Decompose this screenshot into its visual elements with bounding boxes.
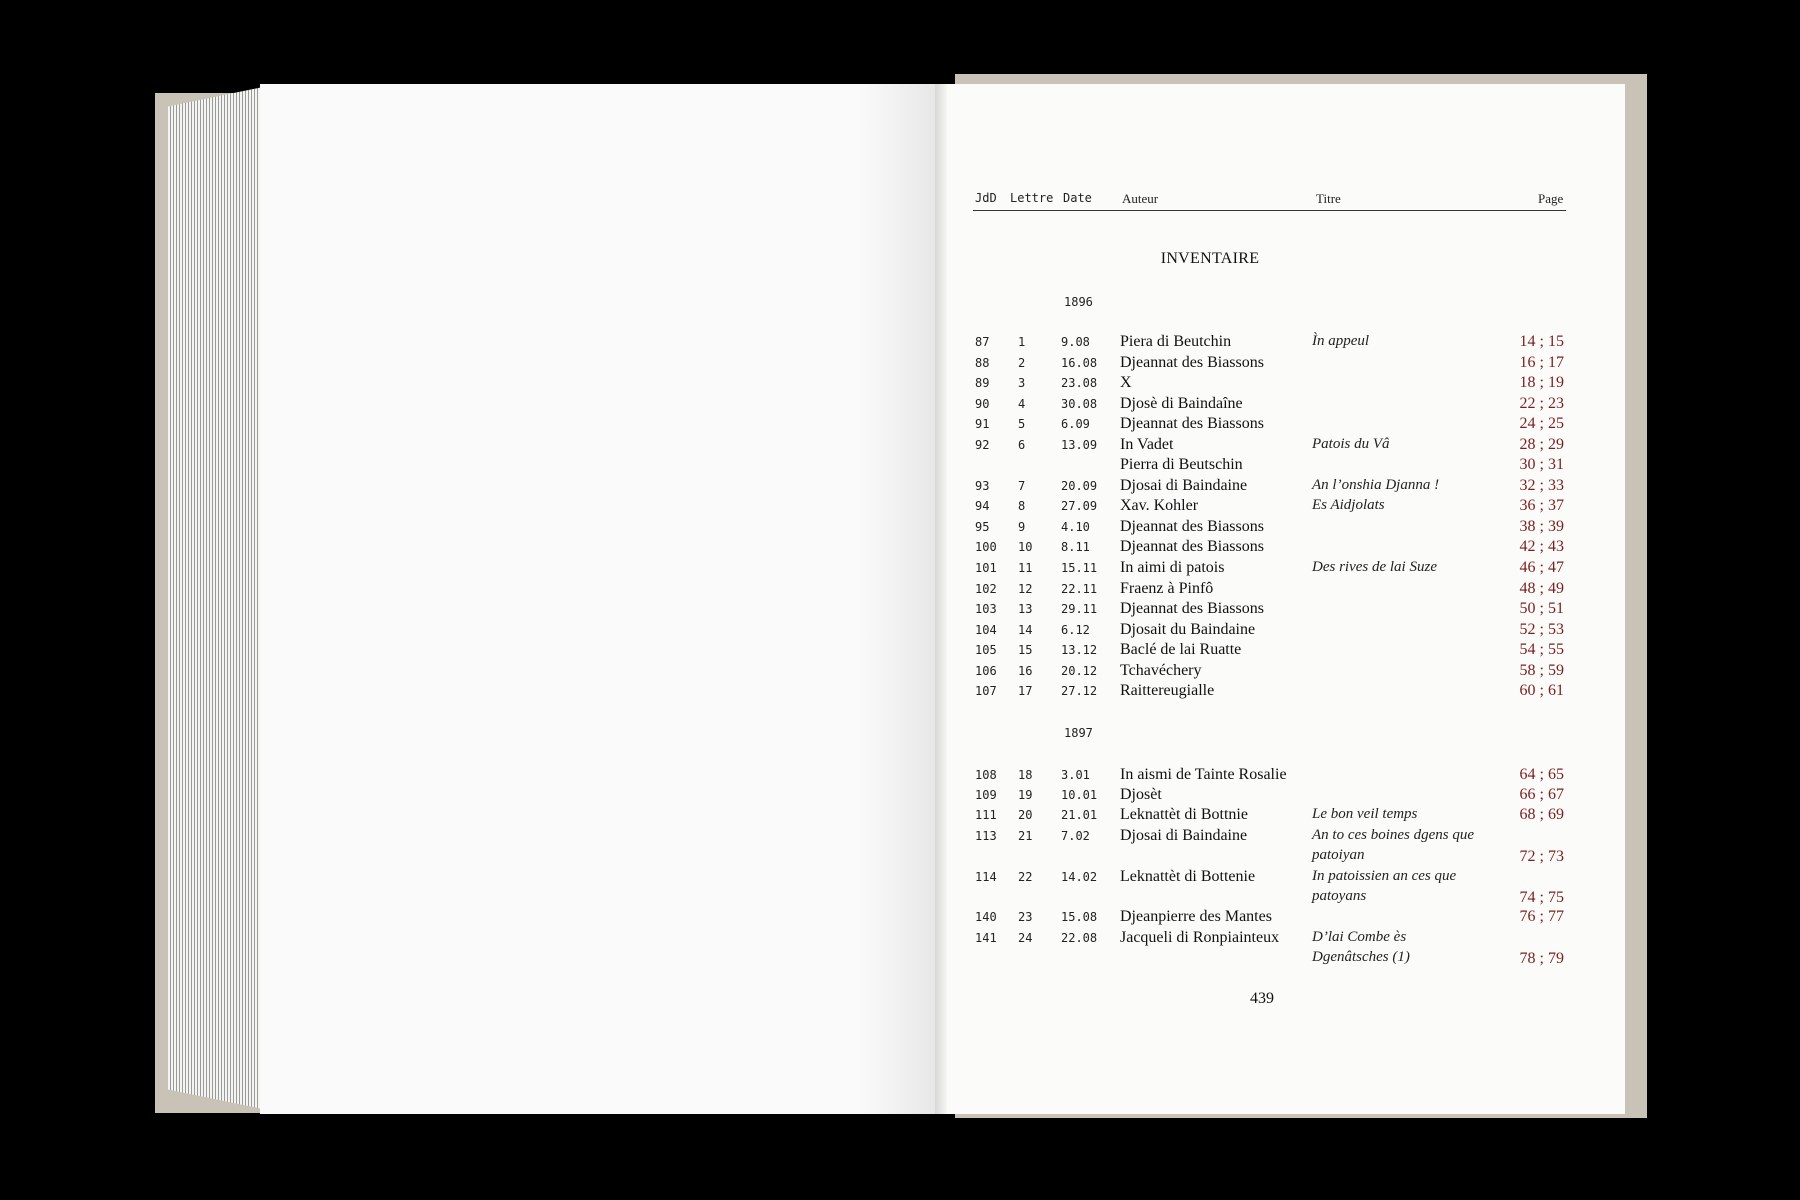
cell-lettre: 11 — [1018, 561, 1033, 575]
cell-titre: Le bon veil temps — [1312, 806, 1418, 822]
cell-jdd: 101 — [975, 561, 997, 575]
table-row — [0, 641, 1800, 661]
year-label: 1896 — [1064, 295, 1093, 309]
cell-page: 30 ; 31 — [1519, 456, 1564, 473]
table-row — [0, 559, 1800, 579]
cell-page: 58 ; 59 — [1519, 662, 1564, 679]
header-titre: Titre — [1316, 191, 1341, 206]
cell-jdd: 105 — [975, 643, 997, 657]
cell-auteur: Leknattèt di Bottnie — [1120, 806, 1248, 823]
cell-auteur: Fraenz à Pinfô — [1120, 580, 1214, 597]
cell-jdd: 107 — [975, 684, 997, 698]
cell-jdd: 89 — [975, 376, 990, 390]
cell-lettre: 19 — [1018, 788, 1033, 802]
cell-date: 21.01 — [1061, 808, 1098, 822]
table-row — [0, 766, 1800, 786]
cell-auteur: Djeanpierre des Mantes — [1120, 908, 1272, 925]
cell-titre: Es Aidjolats — [1312, 497, 1385, 513]
cell-jdd: 106 — [975, 664, 997, 678]
year-label: 1897 — [1064, 726, 1093, 740]
cell-page: 60 ; 61 — [1519, 682, 1564, 699]
cell-page: 48 ; 49 — [1519, 580, 1564, 597]
cell-jdd: 104 — [975, 623, 997, 637]
header-lettre: Lettre — [1010, 191, 1054, 205]
cell-page: 72 ; 73 — [1519, 848, 1564, 865]
cell-page: 52 ; 53 — [1519, 621, 1564, 638]
cell-jdd: 91 — [975, 417, 990, 431]
cell-date: 22.11 — [1061, 582, 1098, 596]
table-row — [0, 662, 1800, 682]
cell-auteur: Leknattèt di Bottenie — [1120, 868, 1256, 885]
cell-page: 16 ; 17 — [1519, 354, 1564, 371]
cell-page: 66 ; 67 — [1519, 786, 1564, 803]
cell-jdd: 113 — [975, 829, 997, 843]
cell-titre-continued: patoiyan — [1312, 847, 1365, 863]
cell-auteur: Tchavéchery — [1120, 662, 1202, 679]
cell-lettre: 8 — [1018, 499, 1026, 513]
cell-lettre: 18 — [1018, 768, 1033, 782]
cell-date: 7.02 — [1061, 829, 1090, 843]
cell-titre: An to ces boines dgens que — [1312, 827, 1475, 843]
header-page: Page — [1538, 191, 1564, 206]
cell-jdd: 114 — [975, 870, 997, 884]
cell-page: 74 ; 75 — [1519, 889, 1564, 906]
cell-titre: Des rives de lai Suze — [1312, 559, 1437, 575]
cell-page: 42 ; 43 — [1519, 538, 1564, 555]
cell-lettre: 23 — [1018, 910, 1033, 924]
cell-jdd: 92 — [975, 438, 990, 452]
table-row — [0, 580, 1800, 600]
table-row — [0, 806, 1800, 826]
cell-auteur: Baclé de lai Ruatte — [1120, 641, 1242, 658]
cell-lettre: 17 — [1018, 684, 1033, 698]
cell-date: 23.08 — [1061, 376, 1098, 390]
cell-lettre: 2 — [1018, 356, 1026, 370]
cell-date: 27.12 — [1061, 684, 1098, 698]
cell-titre: An l’onshia Djanna ! — [1312, 477, 1440, 493]
table-row — [0, 908, 1800, 928]
cell-page: 46 ; 47 — [1519, 559, 1564, 576]
cell-page: 54 ; 55 — [1519, 641, 1564, 658]
table-row — [0, 868, 1800, 906]
table-row — [0, 354, 1800, 374]
cell-date: 9.08 — [1061, 335, 1090, 349]
cell-date: 22.08 — [1061, 931, 1098, 945]
header-date: Date — [1063, 191, 1092, 205]
table-row — [0, 518, 1800, 538]
cell-page: 50 ; 51 — [1519, 600, 1564, 617]
table-row — [0, 436, 1800, 456]
cell-auteur: Pierra di Beutschin — [1120, 456, 1243, 473]
cell-date: 30.08 — [1061, 397, 1098, 411]
cell-lettre: 7 — [1018, 479, 1026, 493]
cell-auteur: X — [1120, 374, 1132, 391]
cell-lettre: 4 — [1018, 397, 1026, 411]
table-row — [0, 929, 1800, 967]
cell-jdd: 108 — [975, 768, 997, 782]
cell-date: 16.08 — [1061, 356, 1098, 370]
cell-auteur: Piera di Beutchin — [1120, 333, 1232, 350]
cell-titre: Patois du Vâ — [1312, 436, 1390, 452]
cell-auteur: Djeannat des Biassons — [1120, 600, 1264, 617]
cell-auteur: Djeannat des Biassons — [1120, 518, 1264, 535]
cell-titre-continued: patoyans — [1312, 888, 1367, 904]
cell-auteur: In Vadet — [1120, 436, 1174, 453]
cell-date: 4.10 — [1061, 520, 1090, 534]
cell-lettre: 22 — [1018, 870, 1033, 884]
cell-jdd: 103 — [975, 602, 997, 616]
cell-page: 78 ; 79 — [1519, 950, 1564, 967]
table-row — [0, 538, 1800, 558]
cell-date: 14.02 — [1061, 870, 1098, 884]
cell-page: 22 ; 23 — [1519, 395, 1564, 412]
cell-jdd: 111 — [975, 808, 997, 822]
cell-page: 24 ; 25 — [1519, 415, 1564, 432]
cell-date: 8.11 — [1061, 540, 1090, 554]
cell-date: 20.09 — [1061, 479, 1098, 493]
cell-jdd: 87 — [975, 335, 990, 349]
cell-date: 15.08 — [1061, 910, 1098, 924]
cell-auteur: Djosai di Baindaine — [1120, 477, 1248, 494]
cell-lettre: 12 — [1018, 582, 1033, 596]
table-row — [0, 415, 1800, 435]
cell-auteur: Djeannat des Biassons — [1120, 415, 1264, 432]
cell-auteur: Djosèt — [1120, 786, 1162, 803]
cell-lettre: 6 — [1018, 438, 1026, 452]
cell-titre-continued: Dgenâtsches (1) — [1312, 949, 1410, 965]
cell-auteur: Djosai di Baindaine — [1120, 827, 1248, 844]
cell-date: 10.01 — [1061, 788, 1098, 802]
cell-jdd: 90 — [975, 397, 990, 411]
cell-date: 3.01 — [1061, 768, 1090, 782]
cell-page: 36 ; 37 — [1519, 497, 1564, 514]
cell-page: 64 ; 65 — [1519, 766, 1564, 783]
cell-lettre: 14 — [1018, 623, 1033, 637]
cell-date: 27.09 — [1061, 499, 1098, 513]
cell-lettre: 3 — [1018, 376, 1026, 390]
cell-date: 29.11 — [1061, 602, 1098, 616]
page-title: INVENTAIRE — [1160, 250, 1260, 267]
cell-auteur: Xav. Kohler — [1120, 497, 1199, 514]
cell-lettre: 9 — [1018, 520, 1026, 534]
cell-jdd: 100 — [975, 540, 997, 554]
table-row — [0, 682, 1800, 702]
header-rule — [973, 210, 1566, 211]
cell-page: 14 ; 15 — [1519, 333, 1564, 350]
cell-titre: In patoissien an ces que — [1312, 868, 1457, 884]
cell-titre: D’lai Combe ès — [1312, 929, 1407, 945]
cell-auteur: In aimi di patois — [1120, 559, 1225, 576]
table-row — [0, 600, 1800, 620]
cell-lettre: 16 — [1018, 664, 1033, 678]
cell-page: 38 ; 39 — [1519, 518, 1564, 535]
table-row — [0, 456, 1800, 476]
cell-auteur: Jacqueli di Ronpiainteux — [1120, 929, 1280, 946]
cell-jdd: 109 — [975, 788, 997, 802]
table-row — [0, 497, 1800, 517]
cell-date: 15.11 — [1061, 561, 1098, 575]
cell-date: 13.09 — [1061, 438, 1098, 452]
cell-auteur: In aismi de Tainte Rosalie — [1120, 766, 1287, 783]
cell-date: 20.12 — [1061, 664, 1098, 678]
cell-titre: Ìn appeul — [1312, 333, 1370, 349]
cell-page: 32 ; 33 — [1519, 477, 1564, 494]
cell-lettre: 10 — [1018, 540, 1033, 554]
cell-jdd: 93 — [975, 479, 990, 493]
table-row — [0, 786, 1800, 806]
cell-jdd: 141 — [975, 931, 997, 945]
cell-auteur: Djosait du Baindaine — [1120, 621, 1256, 638]
table-row — [0, 333, 1800, 353]
table-row — [0, 621, 1800, 641]
cell-jdd: 102 — [975, 582, 997, 596]
cell-lettre: 5 — [1018, 417, 1026, 431]
table-row — [0, 374, 1800, 394]
cell-auteur: Djeannat des Biassons — [1120, 354, 1264, 371]
cell-date: 13.12 — [1061, 643, 1098, 657]
cell-lettre: 20 — [1018, 808, 1033, 822]
page-number: 439 — [1250, 990, 1274, 1007]
cell-auteur: Raittereugialle — [1120, 682, 1215, 699]
cell-page: 28 ; 29 — [1519, 436, 1564, 453]
cell-lettre: 15 — [1018, 643, 1033, 657]
table-row — [0, 477, 1800, 497]
cell-date: 6.09 — [1061, 417, 1090, 431]
cell-auteur: Djeannat des Biassons — [1120, 538, 1264, 555]
cell-lettre: 1 — [1018, 335, 1026, 349]
cell-lettre: 24 — [1018, 931, 1033, 945]
cell-date: 6.12 — [1061, 623, 1090, 637]
table-row — [0, 395, 1800, 415]
cell-auteur: Djosè di Baindaîne — [1120, 395, 1243, 412]
cell-jdd: 95 — [975, 520, 990, 534]
cell-lettre: 13 — [1018, 602, 1033, 616]
table-row — [0, 827, 1800, 865]
cell-page: 68 ; 69 — [1519, 806, 1564, 823]
cell-page: 18 ; 19 — [1519, 374, 1564, 391]
cell-jdd: 94 — [975, 499, 990, 513]
cell-page: 76 ; 77 — [1519, 908, 1564, 925]
cell-jdd: 140 — [975, 910, 997, 924]
cell-jdd: 88 — [975, 356, 990, 370]
header-jdd: JdD — [975, 191, 997, 205]
cell-lettre: 21 — [1018, 829, 1033, 843]
header-auteur: Auteur — [1122, 191, 1159, 206]
